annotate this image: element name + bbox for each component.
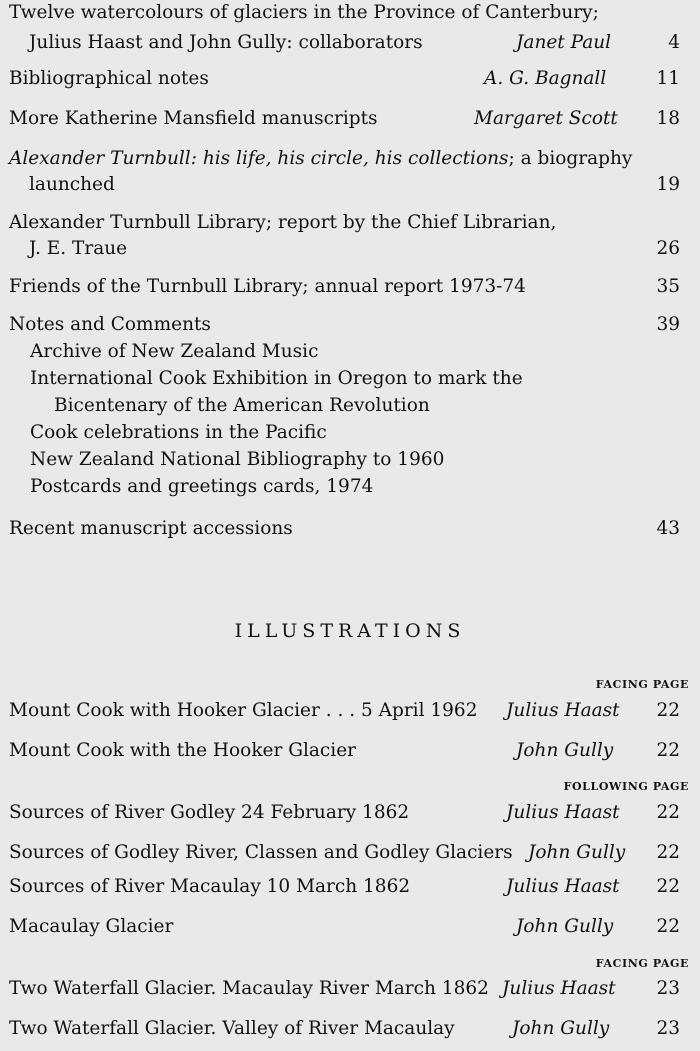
entry-title-rest: ; a biography [508,148,633,169]
illustration-title: Mount Cook with Hooker Glacier . . . 5 April 1962 [9,700,478,721]
illustration-page: 22 [656,802,680,823]
illustration-artist: Julius Haast [506,700,620,721]
notes-subitem: Bicentenary of the American Revolution [54,395,430,416]
illustration-page: 23 [656,1018,680,1039]
entry-page: 18 [656,108,680,129]
facing-page-label: FACING PAGE [595,678,689,691]
illustration-artist: Julius Haast [502,978,616,999]
illustration-title: Two Waterfall Glacier. Macaulay River March 1862 [9,978,489,999]
illustration-page: 22 [656,700,680,721]
entry-title: Notes and Comments [9,314,211,335]
entry-title: More Katherine Mansfield manuscripts [9,108,378,129]
entry-title: Alexander Turnbull Library; report by the Chief Librarian, [9,212,557,233]
illustration-artist: John Gully [512,1018,610,1039]
notes-subitem: Archive of New Zealand Music [30,341,319,362]
illustration-page: 22 [656,740,680,761]
illustration-title: Macaulay Glacier [9,916,174,937]
following-page-label: FOLLOWING PAGE [563,780,689,793]
illustrations-heading: ILLUSTRATIONS [234,620,466,642]
illustration-artist: John Gully [516,740,614,761]
entry-author: Margaret Scott [474,108,618,129]
notes-subitem: Postcards and greetings cards, 1974 [30,476,374,497]
illustration-title: Sources of River Godley 24 February 1862 [9,802,410,823]
entry-author: Janet Paul [516,32,612,53]
entry-title: Julius Haast and John Gully: collaborators [29,32,423,53]
entry-page: 39 [656,314,680,335]
entry-title: J. E. Traue [29,238,128,259]
entry-title-italic: Alexander Turnbull: his life, his circle, his collections [9,148,509,169]
entry-page: 11 [656,68,680,89]
entry-title: Recent manuscript accessions [9,518,293,539]
entry-page: 19 [656,174,680,195]
illustration-page: 23 [656,978,680,999]
illustration-artist: Julius Haast [506,802,620,823]
notes-subitem: Cook celebrations in the Pacific [30,422,327,443]
entry-author: A. G. Bagnall [484,68,607,89]
facing-page-label: FACING PAGE [595,957,689,970]
entry-page: 43 [656,518,680,539]
notes-subitem: International Cook Exhibition in Oregon to mark the [30,368,523,389]
illustration-artist: John Gully [528,842,626,863]
illustration-title: Sources of Godley River, Classen and Godley Glaciers [9,842,513,863]
illustration-title: Sources of River Macaulay 10 March 1862 [9,876,411,897]
entry-page: 26 [656,238,680,259]
illustration-page: 22 [656,876,680,897]
illustration-page: 22 [656,916,680,937]
illustration-artist: John Gully [516,916,614,937]
entry-title: Twelve watercolours of glaciers in the Province of Canterbury; [9,2,599,23]
illustration-page: 22 [656,842,680,863]
illustration-artist: Julius Haast [506,876,620,897]
illustration-title: Two Waterfall Glacier. Valley of River Macaulay [9,1018,455,1039]
illustration-title: Mount Cook with the Hooker Glacier [9,740,356,761]
notes-subitem: New Zealand National Bibliography to 1960 [30,449,445,470]
entry-page: 4 [668,32,680,53]
entry-title: launched [29,174,115,195]
entry-title: Friends of the Turnbull Library; annual report 1973-74 [9,276,526,297]
entry-page: 35 [656,276,680,297]
entry-title: Bibliographical notes [9,68,209,89]
